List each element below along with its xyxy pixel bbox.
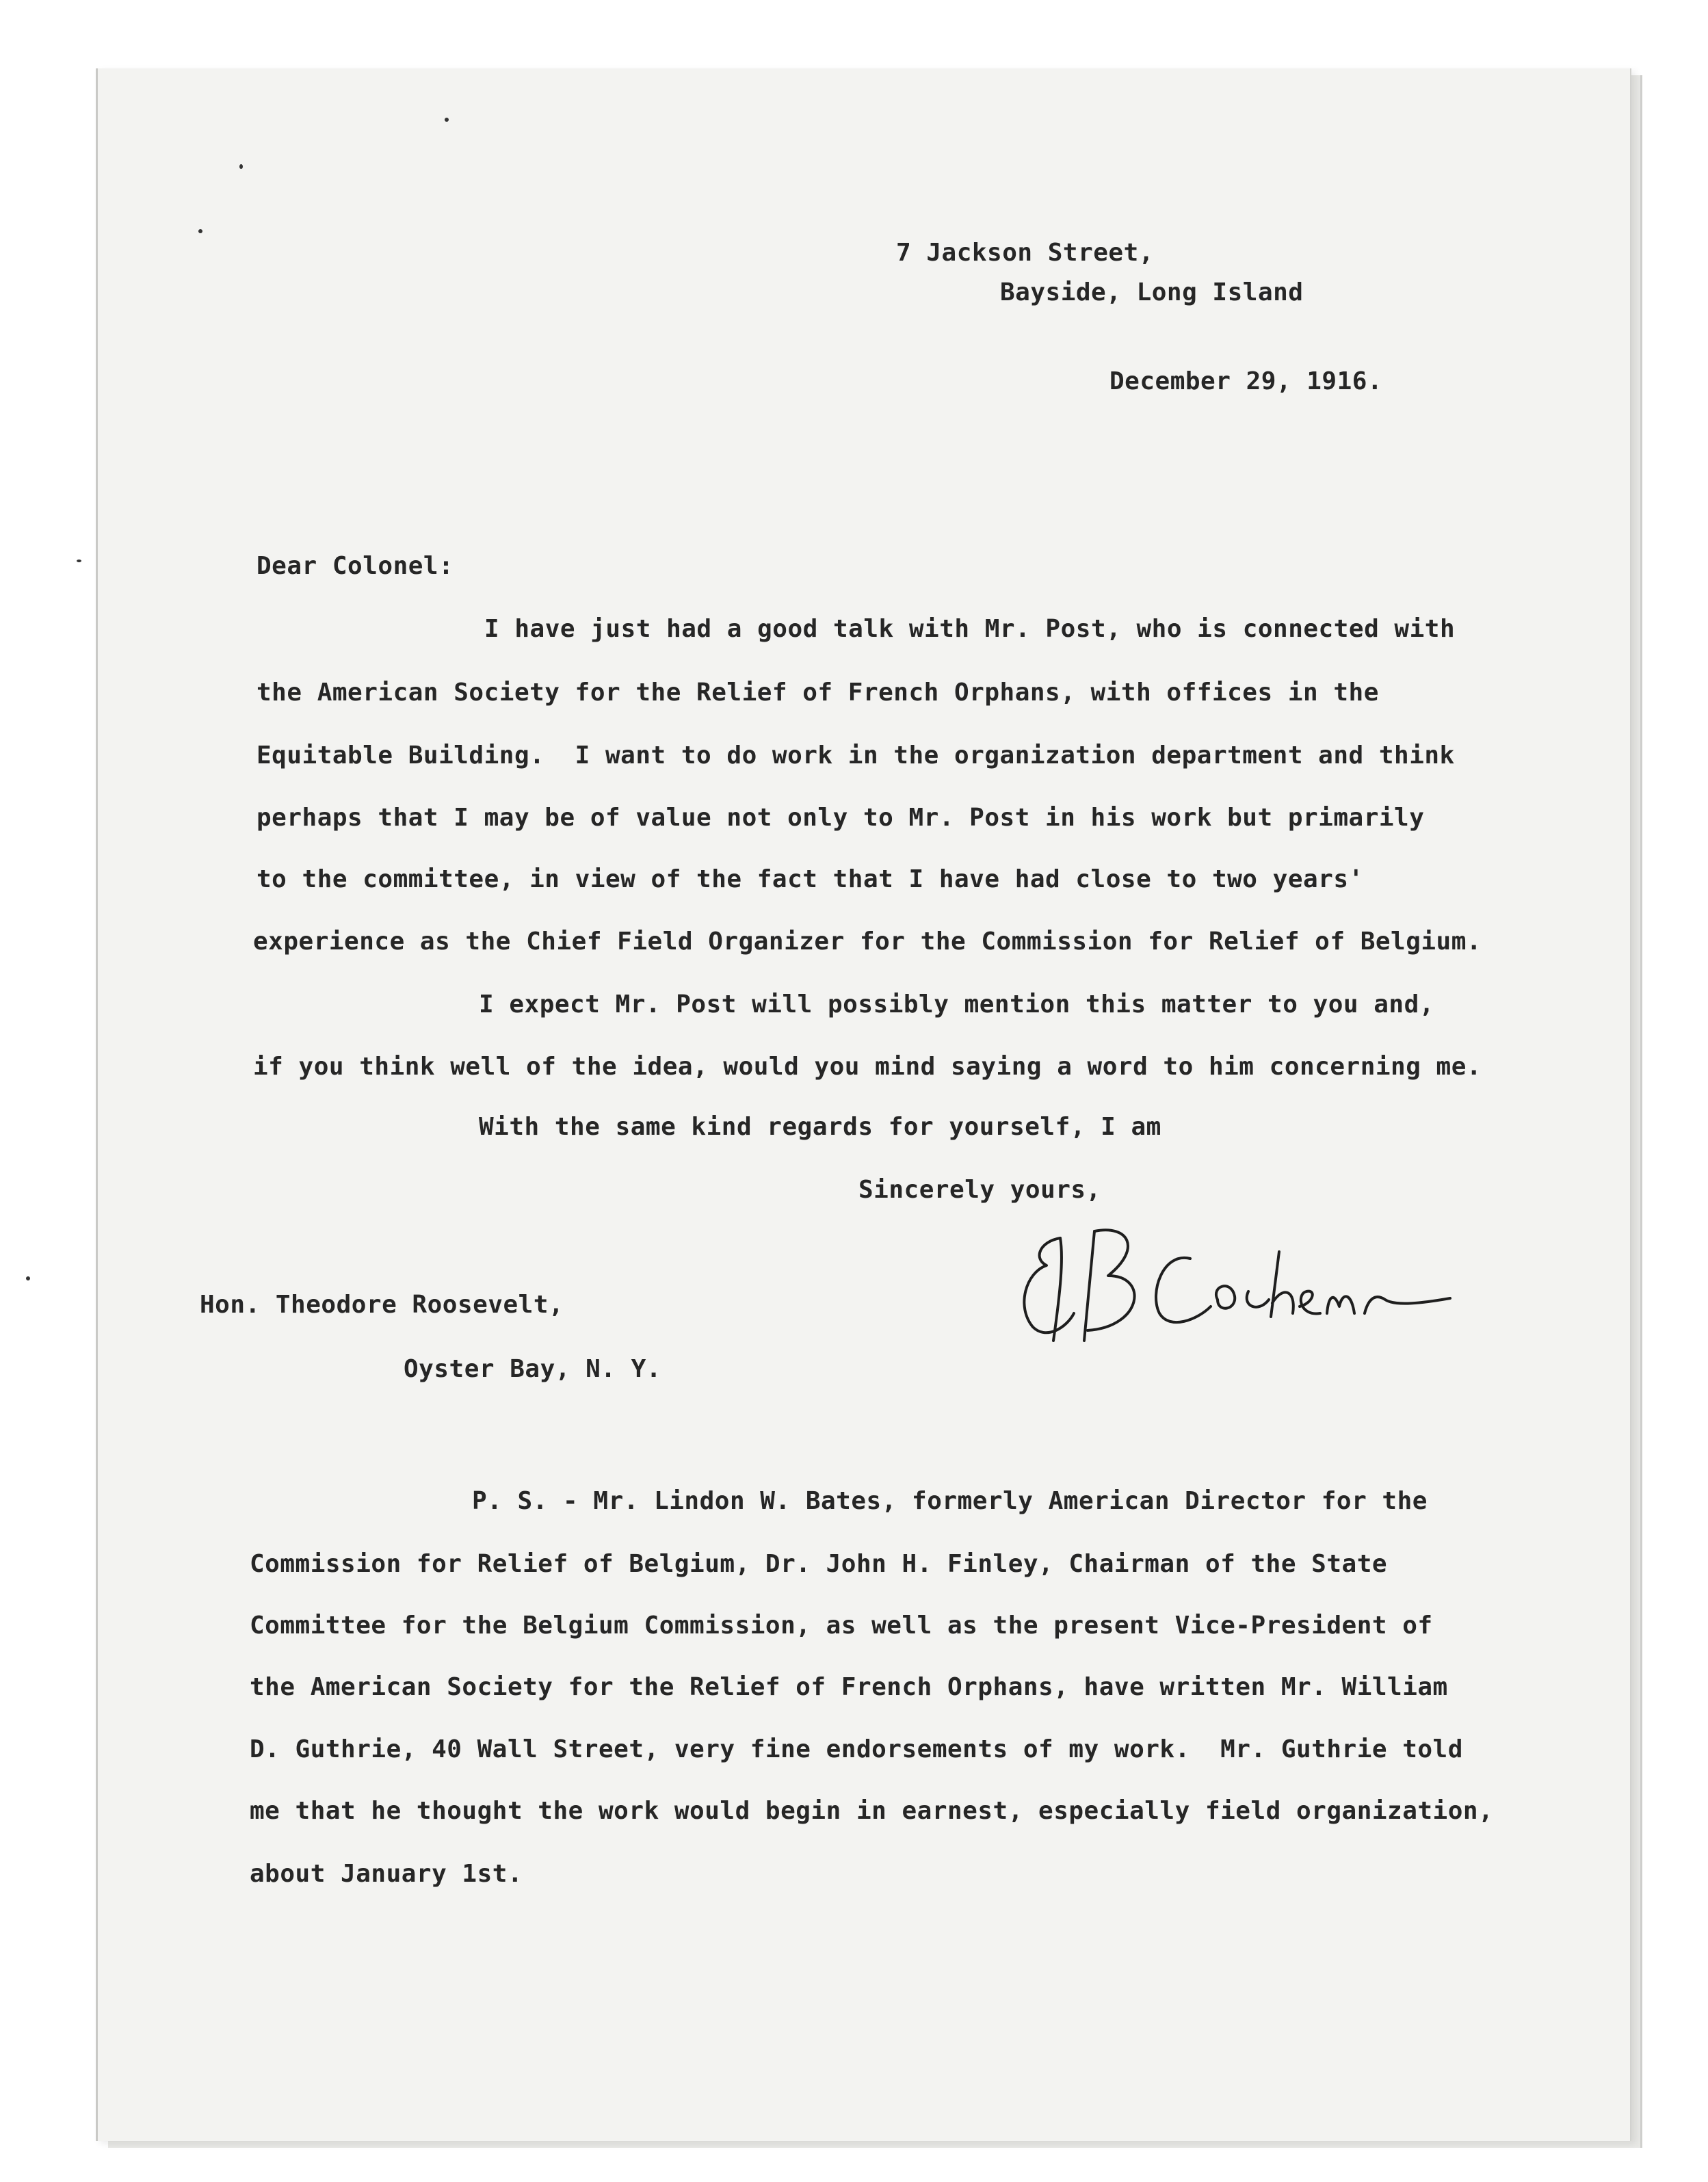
body-line: I expect Mr. Post will possibly mention this matter to you and,	[479, 990, 1434, 1018]
postscript-line: the American Society for the Relief of French Orphans, have written Mr. William	[250, 1673, 1448, 1701]
salutation: Dear Colonel:	[257, 552, 454, 580]
postscript-line: Commission for Relief of Belgium, Dr. John H. Finley, Chairman of the State	[250, 1550, 1388, 1578]
dust-speck	[198, 229, 202, 233]
body-line: I have just had a good talk with Mr. Post, who is connected with	[484, 615, 1456, 643]
postscript-line: me that he thought the work would begin in earnest, especially field organization,	[250, 1797, 1494, 1825]
letter-date: December 29, 1916.	[1109, 367, 1383, 395]
body-line: perhaps that I may be of value not only to Mr. Post in his work but primarily	[257, 804, 1425, 832]
sender-address-line1: 7 Jackson Street,	[896, 239, 1154, 267]
body-line: With the same kind regards for yourself, I am	[479, 1113, 1161, 1141]
postscript-line: about January 1st.	[250, 1860, 523, 1888]
body-line: Equitable Building. I want to do work in the organization department and think	[257, 741, 1455, 770]
handwritten-signature	[1012, 1211, 1464, 1354]
recipient-location: Oyster Bay, N. Y.	[404, 1355, 661, 1383]
dust-speck	[445, 118, 449, 122]
body-line: if you think well of the idea, would you mind saying a word to him concerning me.	[253, 1053, 1482, 1081]
letter-sheet	[96, 68, 1631, 2141]
postscript-line: P. S. - Mr. Lindon W. Bates, formerly American Director for the	[472, 1487, 1428, 1515]
body-line: the American Society for the Relief of French Orphans, with offices in the	[257, 679, 1379, 707]
body-line: to the committee, in view of the fact that I have had close to two years'	[257, 865, 1364, 893]
postscript-line: Committee for the Belgium Commission, as well as the present Vice-President of	[250, 1612, 1433, 1640]
sender-address-line2: Bayside, Long Island	[1000, 278, 1304, 306]
dust-speck	[77, 560, 81, 562]
closing: Sincerely yours,	[858, 1176, 1101, 1204]
recipient-name: Hon. Theodore Roosevelt,	[200, 1291, 564, 1319]
body-line: experience as the Chief Field Organizer for the Commission for Relief of Belgium.	[253, 928, 1482, 956]
postscript-line: D. Guthrie, 40 Wall Street, very fine endorsements of my work. Mr. Guthrie told	[250, 1735, 1463, 1763]
dust-speck	[239, 164, 243, 169]
dust-speck	[26, 1276, 30, 1280]
